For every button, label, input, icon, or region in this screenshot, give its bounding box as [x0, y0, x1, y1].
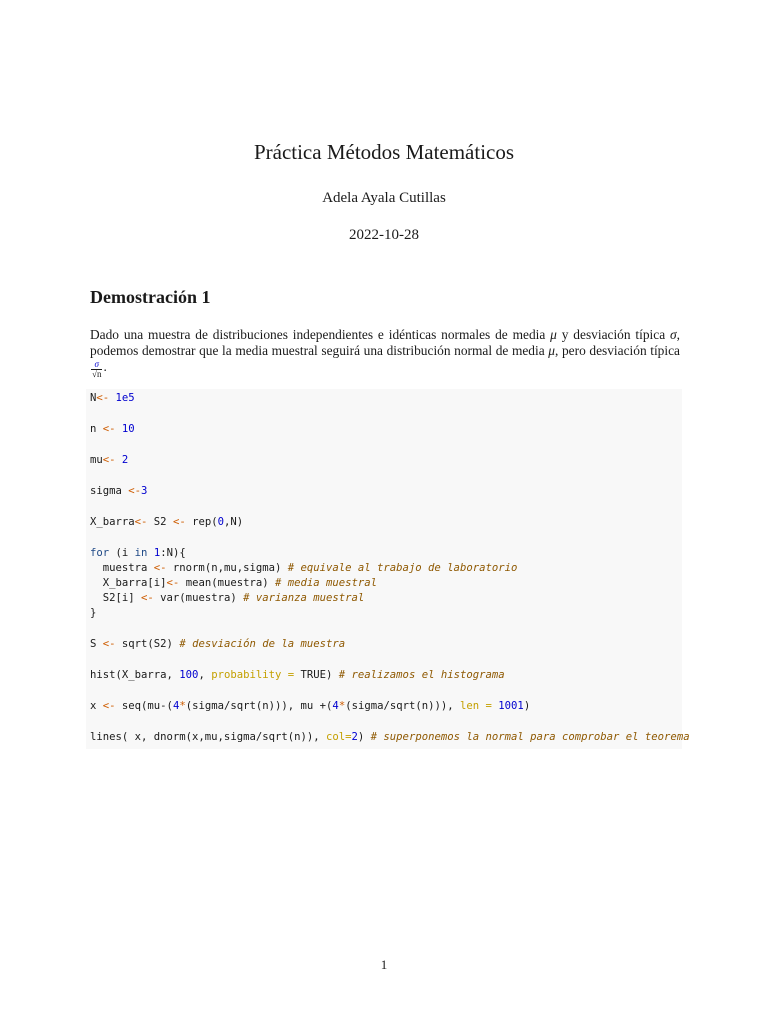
code-line: n <- 10	[90, 423, 135, 435]
document-title: Práctica Métodos Matemáticos	[253, 140, 515, 164]
code-line: sigma <-3	[90, 485, 148, 497]
code-line: N<- 1e5	[90, 392, 135, 404]
mu-symbol: μ	[548, 343, 556, 358]
code-line: x <- seq(mu-(4*(sigma/sqrt(n))), mu +(4*(sigma/sqrt(n))), len = 1001)	[90, 700, 531, 712]
author: Adela Ayala Cutillas	[322, 190, 446, 206]
code-line: mu<- 2	[90, 454, 129, 466]
code-line: lines( x, dnorm(x,mu,sigma/sqrt(n)), col=2) # superponemos la normal para comprobar el teorema	[90, 731, 690, 743]
code-line: X_barra[i]<- mean(muestra) # media muestral	[90, 577, 378, 589]
code-line: S2[i] <- var(muestra) # varianza muestral	[90, 592, 365, 604]
code-line: hist(X_barra, 100, probability = TRUE) # realizamos el histograma	[90, 669, 505, 681]
code-block	[86, 389, 690, 749]
sigma-symbol: σ	[670, 327, 677, 342]
intro-paragraph: Dado una muestra de distribuciones independientes e idénticas normales de media μ y desviación típica σ, podemos demostrar que la media muestral seguirá una distribución normal de media μ, pero desviación típica $\frac{\sigma}{√n}$ .	[90, 327, 680, 379]
code-line: X_barra<- S2 <- rep(0,N)	[90, 516, 244, 528]
section-heading: Demostración 1	[90, 287, 211, 307]
mu-symbol: μ	[550, 327, 557, 342]
date: 2022-10-28	[349, 227, 419, 243]
code-line: muestra <- rnorm(n,mu,sigma) # equivale al trabajo de laboratorio	[90, 562, 518, 574]
code-line: }	[90, 607, 97, 619]
code-line: for (i in 1:N){	[90, 547, 186, 559]
sigma-over-sqrt-n: $\frac{\sigma}{√n}$	[92, 359, 102, 379]
page-number: 1	[380, 957, 388, 972]
code-line: S <- sqrt(S2) # desviación de la muestra	[90, 638, 346, 650]
